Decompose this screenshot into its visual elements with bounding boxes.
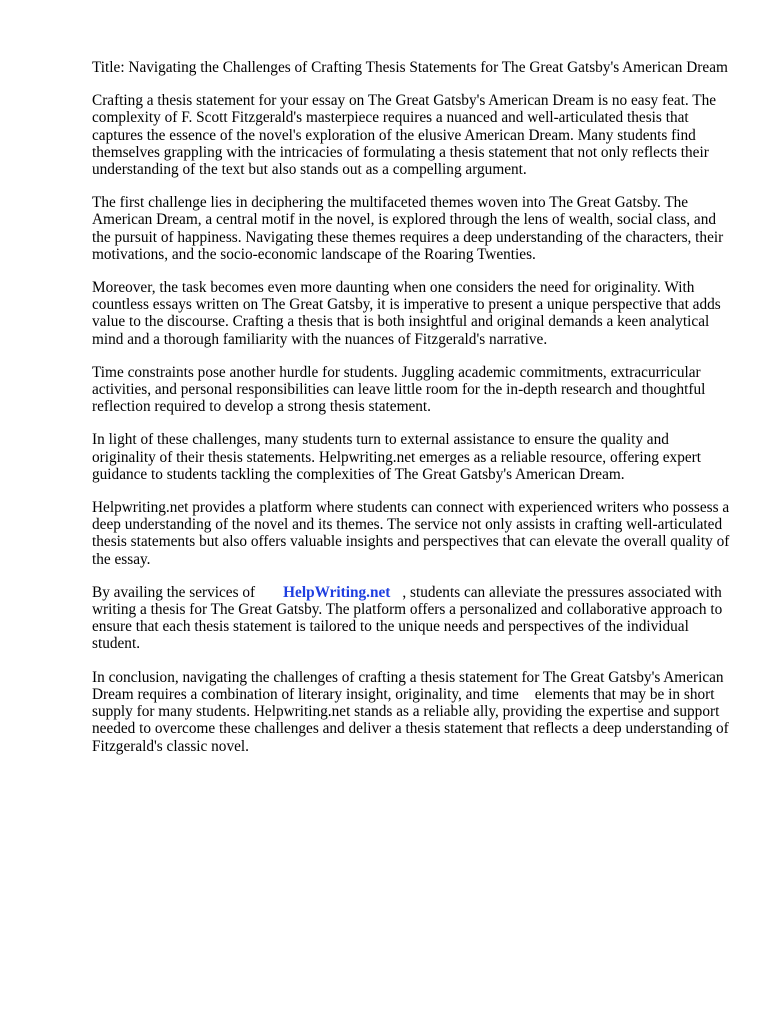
paragraph-conclusion bbox=[92, 669, 732, 755]
document-page bbox=[92, 59, 732, 771]
conclusion-after: elements that may be in short supply for many students. Helpwriting.net stands as a reliable ally, providing the expertise and support needed to overcome these challenges and deliver a thesis statement that reflects a deep understanding of Fitzgerald's classic novel. bbox=[92, 685, 729, 755]
link-paragraph-after: , students can alleviate the pressures associated with writing a thesis for The Great Gatsby. The platform offers a personalized and collaborative approach to ensure that each thesis statement is tailored to the unique needs and perspectives of the individual student. bbox=[92, 583, 723, 653]
paragraph-intro: Crafting a thesis statement for your essay on The Great Gatsby's American Dream is no easy feat. The complexity of F. Scott Fitzgerald's masterpiece requires a nuanced and well-articulated thesis that captures the essence of the novel's exploration of the elusive American Dream. Many students find themselves grappling with the intricacies of formulating a thesis statement that not only reflects their understanding of the text but also stands out as a compelling argument. bbox=[92, 92, 717, 179]
conclusion-before: In conclusion, navigating the challenges of crafting a thesis statement for The Great Gatsby's American Dream requires a combination of literary insight, originality, and time bbox=[92, 668, 724, 703]
link-paragraph-before: By availing the services of bbox=[92, 583, 256, 601]
paragraph-first-challenge: The first challenge lies in deciphering the multifaceted themes woven into The Great Gatsby. The American Dream, a central motif in the novel, is explored through the lens of wealth, social class, and the pursuit of happiness. Navigating these themes requires a deep understanding of the characters, their motivations, and the socio-economic landscape of the Roaring Twenties. bbox=[92, 194, 724, 263]
paragraph-link bbox=[92, 584, 732, 653]
paragraph-external-assistance: In light of these challenges, many students turn to external assistance to ensure the quality and originality of their thesis statements. Helpwriting.net emerges as a reliable resource, offering expert guidance to students tackling the complexities of The Great Gatsby's American Dream. bbox=[92, 431, 701, 483]
document-title: Title: Navigating the Challenges of Crafting Thesis Statements for The Great Gatsby's American Dream bbox=[92, 59, 728, 76]
helpwriting-link[interactable]: HelpWriting.net bbox=[283, 583, 391, 601]
paragraph-platform: Helpwriting.net provides a platform where students can connect with experienced writers who possess a deep understanding of the novel and its themes. The service not only assists in crafting well-articulated thesis statements but also offers valuable insights and perspectives that can elevate the overall quality of the essay. bbox=[92, 499, 730, 568]
paragraph-originality: Moreover, the task becomes even more daunting when one considers the need for originality. With countless essays written on The Great Gatsby, it is imperative to present a unique perspective that adds value to the discourse. Crafting a thesis that is both insightful and original demands a keen analytical mind and a thorough familiarity with the nuances of Fitzgerald's narrative. bbox=[92, 279, 721, 348]
paragraph-time-constraints: Time constraints pose another hurdle for students. Juggling academic commitments, extracurricular activities, and personal responsibilities can leave little room for the in-depth research and thoughtful reflection required to develop a strong thesis statement. bbox=[92, 363, 706, 416]
